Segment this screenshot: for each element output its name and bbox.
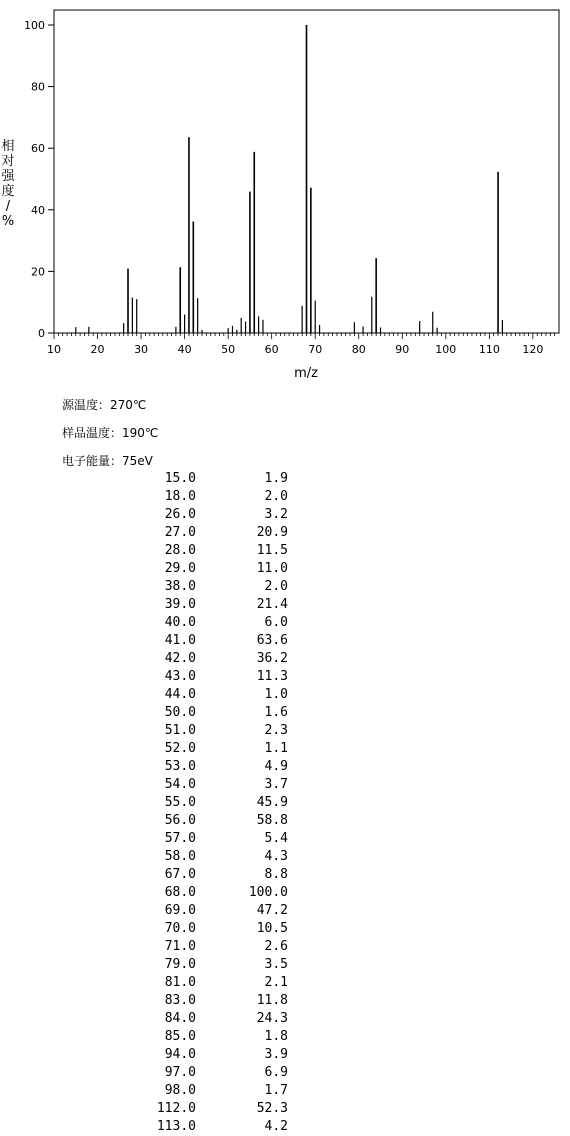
- peak-mz: 56.0: [164, 813, 196, 828]
- peak-row: [120, 848, 288, 866]
- peak-row: [120, 956, 288, 974]
- peak-row: [120, 938, 288, 956]
- peak-row: [120, 866, 288, 884]
- y-tick-label: 100: [24, 19, 45, 32]
- sample-temperature: 样品温度：190℃: [62, 426, 159, 440]
- peak-intensity: 5.4: [264, 831, 288, 846]
- peak-row: [120, 722, 288, 740]
- peak-mz: 26.0: [164, 507, 196, 522]
- peak-row: [120, 704, 288, 722]
- peak-row: [120, 578, 288, 596]
- y-axis-label-char: 对: [1, 154, 15, 169]
- peak-row: [120, 506, 288, 524]
- peak-mz: 94.0: [164, 1047, 196, 1062]
- x-axis-ticks: [47, 333, 555, 356]
- peak-intensity: 47.2: [256, 903, 288, 918]
- x-tick-label: 50: [221, 343, 236, 356]
- x-tick-label: 10: [47, 343, 61, 356]
- peak-row: [120, 650, 288, 668]
- peak-intensity: 1.1: [264, 741, 288, 756]
- x-tick-label: 100: [435, 343, 457, 356]
- peak-mz: 18.0: [164, 489, 196, 504]
- peak-intensity: 1.7: [264, 1083, 288, 1098]
- peak-mz: 81.0: [164, 975, 196, 990]
- peak-mz: 85.0: [164, 1029, 196, 1044]
- peak-intensity: 45.9: [256, 795, 288, 810]
- peak-intensity: 2.1: [264, 975, 288, 990]
- y-tick-label: 60: [31, 142, 45, 156]
- spectrum-peaks: [76, 25, 503, 333]
- peak-row: [120, 812, 288, 830]
- peak-row: [120, 758, 288, 776]
- peak-mz: 27.0: [164, 525, 196, 540]
- electron-energy: 电子能量：75eV: [62, 454, 153, 468]
- peak-row: [120, 776, 288, 794]
- peak-intensity: 3.2: [264, 507, 288, 522]
- x-tick-label: 20: [90, 343, 105, 356]
- peak-intensity: 63.6: [256, 633, 288, 648]
- y-tick-label: 80: [31, 80, 45, 94]
- peak-mz: 53.0: [164, 759, 196, 774]
- peak-mz: 67.0: [164, 867, 196, 882]
- y-axis-label-char: 强: [1, 169, 15, 184]
- peak-intensity: 4.9: [264, 759, 288, 774]
- peak-mz: 50.0: [164, 705, 196, 720]
- peak-row: [120, 524, 288, 542]
- peak-intensity: 2.0: [264, 489, 288, 504]
- peak-mz: 113.0: [156, 1119, 196, 1134]
- x-tick-label: 110: [478, 343, 500, 356]
- peak-intensity: 4.3: [264, 849, 288, 864]
- y-tick-label: 40: [31, 203, 45, 217]
- peak-row: [120, 560, 288, 578]
- peak-mz: 68.0: [164, 885, 196, 900]
- peak-row: [120, 632, 288, 650]
- peak-mz: 44.0: [164, 687, 196, 702]
- peak-mz: 38.0: [164, 579, 196, 594]
- peak-mz: 28.0: [164, 543, 196, 558]
- peak-row: [120, 884, 288, 902]
- peak-row: [120, 668, 288, 686]
- peak-intensity: 1.9: [264, 471, 288, 486]
- peak-mz: 98.0: [164, 1083, 196, 1098]
- peak-intensity: 3.9: [264, 1047, 288, 1062]
- peak-row: [120, 974, 288, 992]
- y-axis-label-char: %: [1, 214, 15, 229]
- y-axis-label-char: /: [5, 199, 11, 214]
- y-axis-label-char: 相: [1, 139, 15, 154]
- peak-row: [120, 470, 288, 488]
- peak-intensity: 2.0: [264, 579, 288, 594]
- peak-row: [120, 740, 288, 758]
- peak-row: [120, 686, 288, 704]
- peak-intensity: 52.3: [256, 1101, 288, 1116]
- peak-mz: 40.0: [164, 615, 196, 630]
- peak-intensity: 100.0: [248, 885, 288, 900]
- x-axis-label: m/z: [294, 366, 318, 381]
- peak-mz: 58.0: [164, 849, 196, 864]
- peak-row: [120, 1100, 288, 1118]
- peak-mz: 97.0: [164, 1065, 196, 1080]
- peak-mz: 79.0: [164, 957, 196, 972]
- y-axis-label-char: 度: [1, 184, 15, 199]
- peak-row: [120, 920, 288, 938]
- peak-intensity: 11.0: [256, 561, 288, 576]
- peak-intensity: 6.0: [264, 615, 288, 630]
- peak-mz: 83.0: [164, 993, 196, 1008]
- peak-mz: 57.0: [164, 831, 196, 846]
- peak-mz: 54.0: [164, 777, 196, 792]
- peak-row: [120, 596, 288, 614]
- x-tick-label: 60: [264, 343, 279, 356]
- peak-row: [120, 1028, 288, 1046]
- peak-row: [120, 1064, 288, 1082]
- peak-mz: 84.0: [164, 1011, 196, 1026]
- peak-mz: 29.0: [164, 561, 196, 576]
- x-tick-label: 70: [308, 343, 323, 356]
- x-tick-label: 30: [134, 343, 149, 356]
- peak-mz: 51.0: [164, 723, 196, 738]
- peak-mz: 112.0: [156, 1101, 196, 1116]
- y-axis-label: [1, 138, 15, 229]
- x-tick-label: 90: [395, 343, 410, 356]
- peak-row: [120, 1118, 288, 1136]
- peak-mz: 41.0: [164, 633, 196, 648]
- peak-mz: 15.0: [164, 471, 196, 486]
- peak-row: [120, 614, 288, 632]
- peak-intensity: 8.8: [264, 867, 288, 882]
- peak-mz: 71.0: [164, 939, 196, 954]
- peak-row: [120, 1082, 288, 1100]
- peak-mz: 43.0: [164, 669, 196, 684]
- peak-row: [120, 794, 288, 812]
- peak-row: [120, 830, 288, 848]
- peak-mz: 69.0: [164, 903, 196, 918]
- peak-intensity: 2.6: [264, 939, 288, 954]
- peak-intensity: 2.3: [264, 723, 288, 738]
- peak-mz: 42.0: [164, 651, 196, 666]
- peak-intensity: 1.6: [264, 705, 288, 720]
- peak-intensity: 21.4: [256, 597, 288, 612]
- peak-row: [120, 488, 288, 506]
- peak-intensity: 1.8: [264, 1029, 288, 1044]
- peak-mz: 39.0: [164, 597, 196, 612]
- peak-row: [120, 1010, 288, 1028]
- y-axis-ticks: [24, 19, 54, 340]
- x-tick-label: 120: [522, 343, 544, 356]
- x-tick-label: 80: [351, 343, 366, 356]
- peak-mz: 55.0: [164, 795, 196, 810]
- mass-spectrum-chart: [0, 0, 570, 385]
- peak-mz: 70.0: [164, 921, 196, 936]
- peak-intensity: 3.7: [264, 777, 288, 792]
- peak-intensity: 58.8: [256, 813, 288, 828]
- peak-intensity: 6.9: [264, 1065, 288, 1080]
- peak-intensity: 36.2: [256, 651, 288, 666]
- peak-intensity: 11.8: [256, 993, 288, 1008]
- peak-intensity: 1.0: [264, 687, 288, 702]
- peak-intensity: 24.3: [256, 1011, 288, 1026]
- peak-row: [120, 542, 288, 560]
- y-tick-label: 20: [31, 265, 45, 279]
- peak-row: [120, 1046, 288, 1064]
- x-tick-label: 40: [177, 343, 192, 356]
- peak-table: [120, 470, 288, 1136]
- peak-row: [120, 902, 288, 920]
- y-tick-label: 0: [38, 327, 45, 340]
- peak-mz: 52.0: [164, 741, 196, 756]
- peak-intensity: 4.2: [264, 1119, 288, 1134]
- peak-intensity: 20.9: [256, 525, 288, 540]
- peak-intensity: 11.5: [256, 543, 288, 558]
- peak-row: [120, 992, 288, 1010]
- source-temperature: 源温度：270℃: [62, 398, 147, 412]
- peak-intensity: 3.5: [264, 957, 288, 972]
- peak-intensity: 11.3: [256, 669, 288, 684]
- peak-intensity: 10.5: [256, 921, 288, 936]
